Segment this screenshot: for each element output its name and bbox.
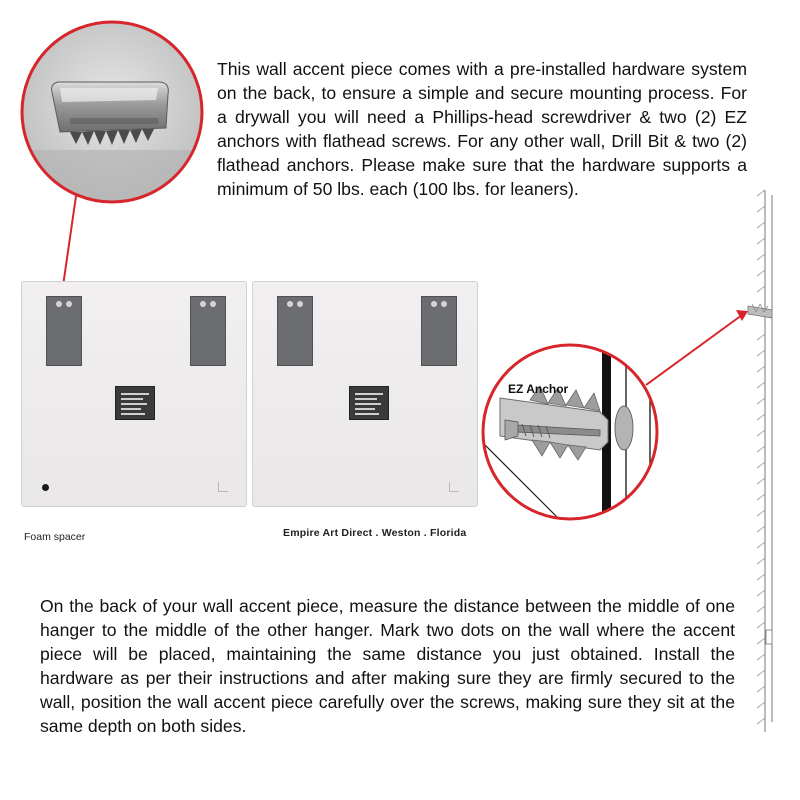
- sawtooth-hanger-closeup: [20, 22, 210, 210]
- corner-mark: [449, 482, 459, 492]
- hanger-plate-left: [46, 296, 82, 366]
- wall-side-profile: [748, 190, 772, 732]
- back-panel-left: [21, 281, 247, 507]
- foam-spacer-label: Foam spacer: [24, 531, 86, 543]
- back-panel-right: [252, 281, 478, 507]
- hanger-plate-right: [421, 296, 457, 366]
- product-label-sticker: [349, 386, 389, 420]
- foam-spacer-dot: [42, 484, 49, 491]
- wall-anchor-icon: [748, 304, 772, 318]
- hanger-plate-right: [190, 296, 226, 366]
- intro-paragraph: This wall accent piece comes with a pre-installed hardware system on the back, to ensure a simple and secure mounting process. For a drywall you will need a Phillips-head screwdriver & two (2) EZ anchors with flathead screws. For any other wall, Drill Bit & two (2) flathead anchors. Please make sure that the hardware supports a minimum of 50 lbs. each (100 lbs. for leaners).: [217, 59, 747, 199]
- hanger-plate-left: [277, 296, 313, 366]
- corner-mark: [218, 482, 228, 492]
- instructions-paragraph: On the back of your wall accent piece, measure the distance between the middle of one hanger to the middle of the other hanger. Mark two dots on the wall where the accent piece will be placed, maintaining the same distance you just obtained. Install the hardware as per their instructions and after making sure they are firmly secured to the wall, position the wall accent piece carefully over the screws, making sure they sit at the same depth on both sides.: [40, 596, 735, 736]
- ez-anchor-label: EZ Anchor: [508, 382, 569, 396]
- anchor-pointer-arrow: [646, 310, 748, 385]
- ez-anchor-closeup: [480, 330, 682, 580]
- brand-caption: Empire Art Direct . Weston . Florida: [283, 527, 467, 539]
- product-label-sticker: [115, 386, 155, 420]
